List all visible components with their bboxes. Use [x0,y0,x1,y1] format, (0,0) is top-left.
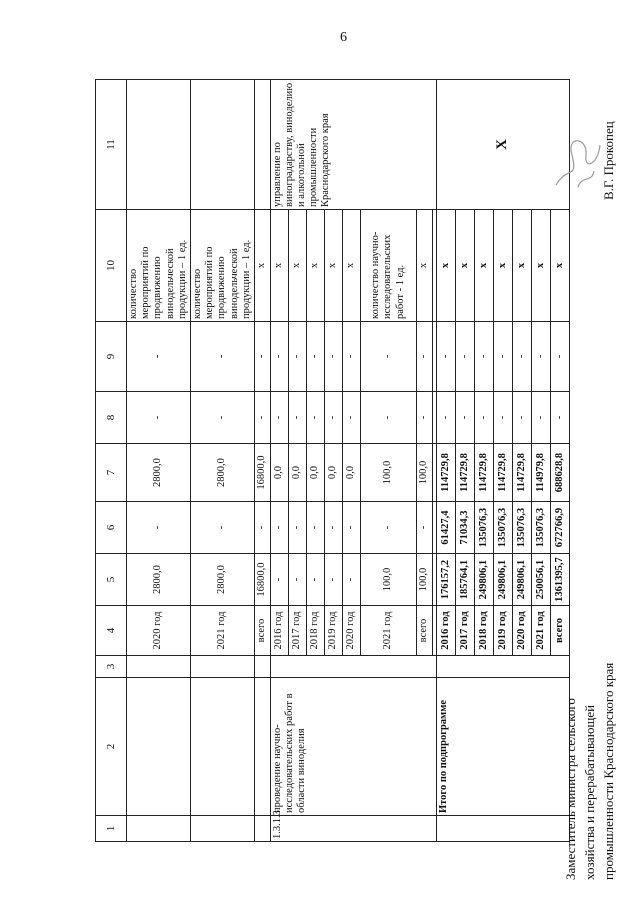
header-cell: 10 [96,210,127,322]
header-cell: 2 [96,678,127,816]
total-row: 2019 год 249806,1 135076,3 114729,8 - - х [494,80,513,842]
header-cell: 5 [96,554,127,606]
header-cell: 1 [96,816,127,842]
rotated-table-area [95,80,565,842]
table-row: 2020 год 2800,0 - 2800,0 - - количество мероприятий по продвижению винодельческой продукции – 1 ед. [127,80,191,842]
header-cell: 8 [96,392,127,444]
position-line-1: Заместитель министра сельского [563,698,578,880]
page-number: 6 [340,30,347,45]
program-table [95,79,570,842]
table-row: всего 16800,0 - 16800,0 - - х [255,80,271,842]
table-row: всего 100,0 - 100,0 - - х [417,80,433,842]
table-row: 2018 год - - 0,0 - - х [307,80,325,842]
header-cell: 3 [96,656,127,678]
total-row: всего 1361395,7 672766,9 688628,8 - - х [551,80,570,842]
table-row: 2020 год - - 0,0 - - х [343,80,361,842]
indicator-cell: количество научно-исследовательских работ - 1 ед. [361,210,417,322]
total-row: 2018 год 249806,1 135076,3 114729,8 - - х [475,80,494,842]
item-name: проведение научно-исследовательских работ в области виноделия [271,678,437,816]
total-x-mark: Х [437,80,570,210]
table-row: 1.3.1.3 проведение научно-исследовательских работ в области виноделия 2016 год - - 0,0 - - х управление по виноградарству, виноделию и алкогольной промышленности Краснодарского края [271,80,289,842]
table-row: 2021 год 100,0 - 100,0 - - количество научно-исследовательских работ - 1 ед. [361,80,417,842]
indicator-cell: количество мероприятий по продвижению винодельческой продукции – 1 ед. [191,210,255,322]
total-row: Итого по подпрограмме 2016 год 176157,2 61427,4 114729,8 - - х Х [437,80,456,842]
item-number: 1.3.1.3 [271,816,437,842]
executor-cell: управление по виноградарству, виноделию и алкогольной промышленности Краснодарского края [271,80,437,210]
table-row: 2017 год - - 0,0 - - х [289,80,307,842]
total-label: Итого по подпрограмме [437,678,570,816]
header-cell: 7 [96,444,127,502]
header-cell: 9 [96,322,127,392]
signer-name: В.Г. Прокопец [601,121,616,200]
position-line-2: хозяйства и перерабатывающей [582,704,597,880]
header-row [96,80,127,842]
total-row: 2020 год 249806,1 135076,3 114729,8 - - х [513,80,532,842]
total-row: 2021 год 250056,1 135076,3 114979,8 - - х [532,80,551,842]
header-cell: 4 [96,606,127,656]
header-cell: 11 [96,80,127,210]
total-row: 2017 год 185764,1 71034,3 114729,8 - - х [456,80,475,842]
position-line-3: промышленности Краснодарского края [601,662,616,880]
table-row: 2019 год - - 0,0 - - х [325,80,343,842]
indicator-cell: количество мероприятий по продвижению винодельческой продукции – 1 ед. [127,210,191,322]
table-row: 2021 год 2800,0 - 2800,0 - - количество мероприятий по продвижению винодельческой продукции – 1 ед. [191,80,255,842]
signature-scribble [548,125,608,195]
header-cell: 6 [96,502,127,554]
